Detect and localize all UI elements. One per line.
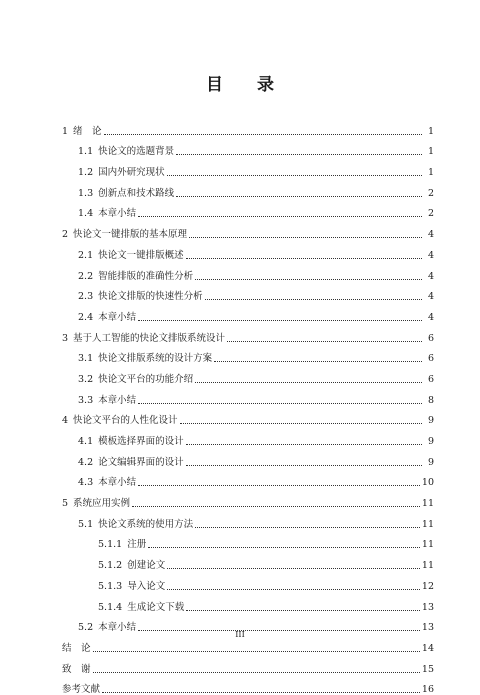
toc-entry-page: 4: [427, 311, 434, 323]
toc-entry-number: 3: [62, 332, 69, 344]
toc-entry-number: 5.1: [78, 518, 94, 530]
page-title: 目 录: [206, 75, 288, 95]
dot-leader: [138, 320, 422, 321]
toc-entry-number: 3.1: [78, 353, 94, 365]
dot-leader: [180, 423, 422, 424]
toc-entry-number: 4.2: [78, 456, 94, 468]
toc-entry-title: 生成论文下载: [127, 601, 185, 613]
toc-entry-title: 快论文排版的快速性分析: [98, 291, 203, 303]
toc-entry[interactable]: [62, 323, 434, 344]
toc-entry-page: 9: [427, 456, 434, 468]
toc-entry[interactable]: [62, 509, 434, 530]
toc-entry[interactable]: [62, 488, 434, 509]
toc-entry-title: 参考文献: [62, 684, 101, 695]
toc-entry-page: 1: [427, 125, 434, 137]
toc-entry-title: 快论文的选题背景: [98, 146, 175, 158]
toc-entry-page: 6: [427, 353, 434, 365]
toc-entry-number: 2.1: [78, 249, 94, 261]
dot-leader: [227, 341, 422, 342]
toc-entry-page: 13: [421, 601, 434, 613]
dot-leader: [132, 506, 420, 507]
dot-leader: [93, 672, 420, 673]
toc-entry-page: 4: [427, 291, 434, 303]
dot-leader: [195, 382, 422, 383]
dot-leader: [205, 299, 422, 300]
toc-entry-number: 2: [62, 229, 69, 241]
toc-entry-number: 2.2: [78, 270, 94, 282]
toc-entry-number: 2.3: [78, 291, 94, 303]
dot-leader: [195, 279, 422, 280]
toc-entry-page: 11: [421, 539, 434, 551]
toc-entry-page: 9: [427, 436, 434, 447]
toc-entry-page: 6: [427, 332, 434, 344]
dot-leader: [148, 547, 420, 548]
toc-entry-page: 10: [421, 477, 434, 489]
toc-entry-number: 1.3: [78, 187, 94, 199]
toc-entry-number: 1.1: [78, 146, 94, 158]
toc-entry-page: 9: [427, 415, 434, 427]
toc-entry[interactable]: [62, 178, 434, 199]
toc-entry[interactable]: [62, 468, 434, 489]
toc-entry[interactable]: [62, 344, 434, 365]
toc-entry-number: 5.1.1: [98, 539, 123, 551]
toc-entry[interactable]: [62, 219, 434, 240]
toc-entry-number: 5.1.4: [98, 601, 123, 613]
toc-entry[interactable]: [62, 364, 434, 385]
toc-entry[interactable]: [62, 571, 434, 592]
toc-entry[interactable]: [62, 385, 434, 406]
toc-entry-page: 6: [427, 373, 434, 385]
toc-entry-page: 8: [427, 394, 434, 406]
toc-entry-title: 创新点和技术路线: [98, 187, 175, 199]
toc-entry-number: 4.1: [78, 436, 94, 447]
toc-entry-page: 14: [421, 642, 434, 654]
toc-entry[interactable]: [62, 675, 434, 695]
toc-entry[interactable]: [62, 157, 434, 178]
toc-entry-number: 3.3: [78, 394, 94, 406]
toc-entry-page: 4: [427, 229, 434, 241]
toc-entry-page: 11: [421, 560, 434, 572]
toc-entry-title: 本章小结: [98, 394, 137, 406]
toc-entry-page: 16: [421, 684, 434, 695]
toc-entry-number: 5: [62, 498, 69, 510]
toc-entry-title: 快论文系统的使用方法: [98, 518, 194, 530]
toc-entry-page: 2: [427, 187, 434, 199]
toc-entry-number: 5.1.3: [98, 580, 123, 592]
toc-entry-title: 论文编辑界面的设计: [98, 456, 184, 468]
toc-entry[interactable]: [62, 116, 434, 137]
toc-entry-page: 4: [427, 270, 434, 282]
dot-leader: [138, 403, 422, 404]
dot-leader: [186, 465, 422, 466]
toc-entry-page: 11: [421, 498, 434, 510]
toc-entry-page: 1: [427, 146, 434, 158]
toc-entry-page: 13: [421, 622, 434, 634]
toc-entry-title: 快论文排版系统的设计方案: [98, 353, 213, 365]
toc-entry-page: 2: [427, 208, 434, 220]
toc-entry-title: 快论文平台的人性化设计: [73, 415, 178, 427]
toc-entry-page: 1: [427, 167, 434, 179]
dot-leader: [214, 361, 422, 362]
toc-entry-number: 1.2: [78, 167, 94, 179]
toc-entry-number: 5.2: [78, 622, 94, 634]
toc-entry-title: 模板选择界面的设计: [98, 436, 184, 447]
toc-entry-title: 本章小结: [98, 477, 137, 489]
toc-entry-title: 本章小结: [98, 622, 137, 634]
toc-entry[interactable]: [62, 406, 434, 427]
dot-leader: [138, 485, 420, 486]
toc-entry-page: 12: [421, 580, 434, 592]
dot-leader: [102, 692, 420, 693]
toc-entry-title: 结 论: [62, 642, 91, 654]
toc-entry-number: 1.4: [78, 208, 94, 220]
toc-entry[interactable]: [62, 261, 434, 282]
toc-entry-title: 智能排版的准确性分析: [98, 270, 194, 282]
toc-entry[interactable]: [62, 302, 434, 323]
dot-leader: [195, 527, 420, 528]
dot-leader: [189, 237, 422, 238]
toc-entry[interactable]: [62, 654, 434, 675]
toc-entry[interactable]: [62, 592, 434, 613]
toc-entry-title: 快论文一键排版概述: [98, 249, 184, 261]
toc-entry-title: 快论文一键排版的基本原理: [73, 229, 188, 241]
toc-entry[interactable]: [62, 240, 434, 261]
dot-leader: [167, 175, 422, 176]
toc-entry-number: 1: [62, 125, 69, 137]
toc-entry-title: 系统应用实例: [73, 498, 131, 510]
toc-entry-page: 15: [421, 663, 434, 675]
toc-entry[interactable]: [62, 282, 434, 303]
toc-entry[interactable]: [62, 426, 434, 447]
dot-leader: [186, 258, 422, 259]
dot-leader: [104, 134, 422, 135]
toc-entry[interactable]: [62, 199, 434, 220]
toc-entry-title: 快论文平台的功能介绍: [98, 373, 194, 385]
toc-entry-title: 绪 论: [73, 125, 102, 137]
page-number: III: [235, 630, 245, 639]
toc-entry-number: 4.3: [78, 477, 94, 489]
toc-entry-page: 4: [427, 249, 434, 261]
toc-entry-title: 导入论文: [127, 580, 166, 592]
toc-entry-number: 4: [62, 415, 69, 427]
dot-leader: [167, 589, 420, 590]
toc-entry-number: 3.2: [78, 373, 94, 385]
toc-entry-title: 注册: [127, 539, 147, 551]
toc-entry-title: 国内外研究现状: [98, 167, 165, 179]
dot-leader: [176, 196, 422, 197]
toc-entry-title: 创建论文: [127, 560, 166, 572]
toc-entry[interactable]: [62, 530, 434, 551]
toc-entry-page: 11: [421, 518, 434, 530]
table-of-contents: [62, 116, 434, 695]
toc-entry-title: 致 谢: [62, 663, 91, 675]
dot-leader: [138, 216, 422, 217]
dot-leader: [186, 610, 420, 611]
dot-leader: [186, 444, 422, 445]
dot-leader: [93, 651, 420, 652]
toc-entry[interactable]: [62, 550, 434, 571]
toc-entry-number: 2.4: [78, 311, 94, 323]
dot-leader: [167, 568, 420, 569]
toc-entry[interactable]: [62, 137, 434, 158]
toc-entry-title: 本章小结: [98, 311, 137, 323]
toc-entry-title: 本章小结: [98, 208, 137, 220]
toc-entry-title: 基于人工智能的快论文排版系统设计: [73, 332, 226, 344]
dot-leader: [176, 154, 422, 155]
toc-entry-number: 5.1.2: [98, 560, 123, 572]
toc-entry[interactable]: [62, 447, 434, 468]
